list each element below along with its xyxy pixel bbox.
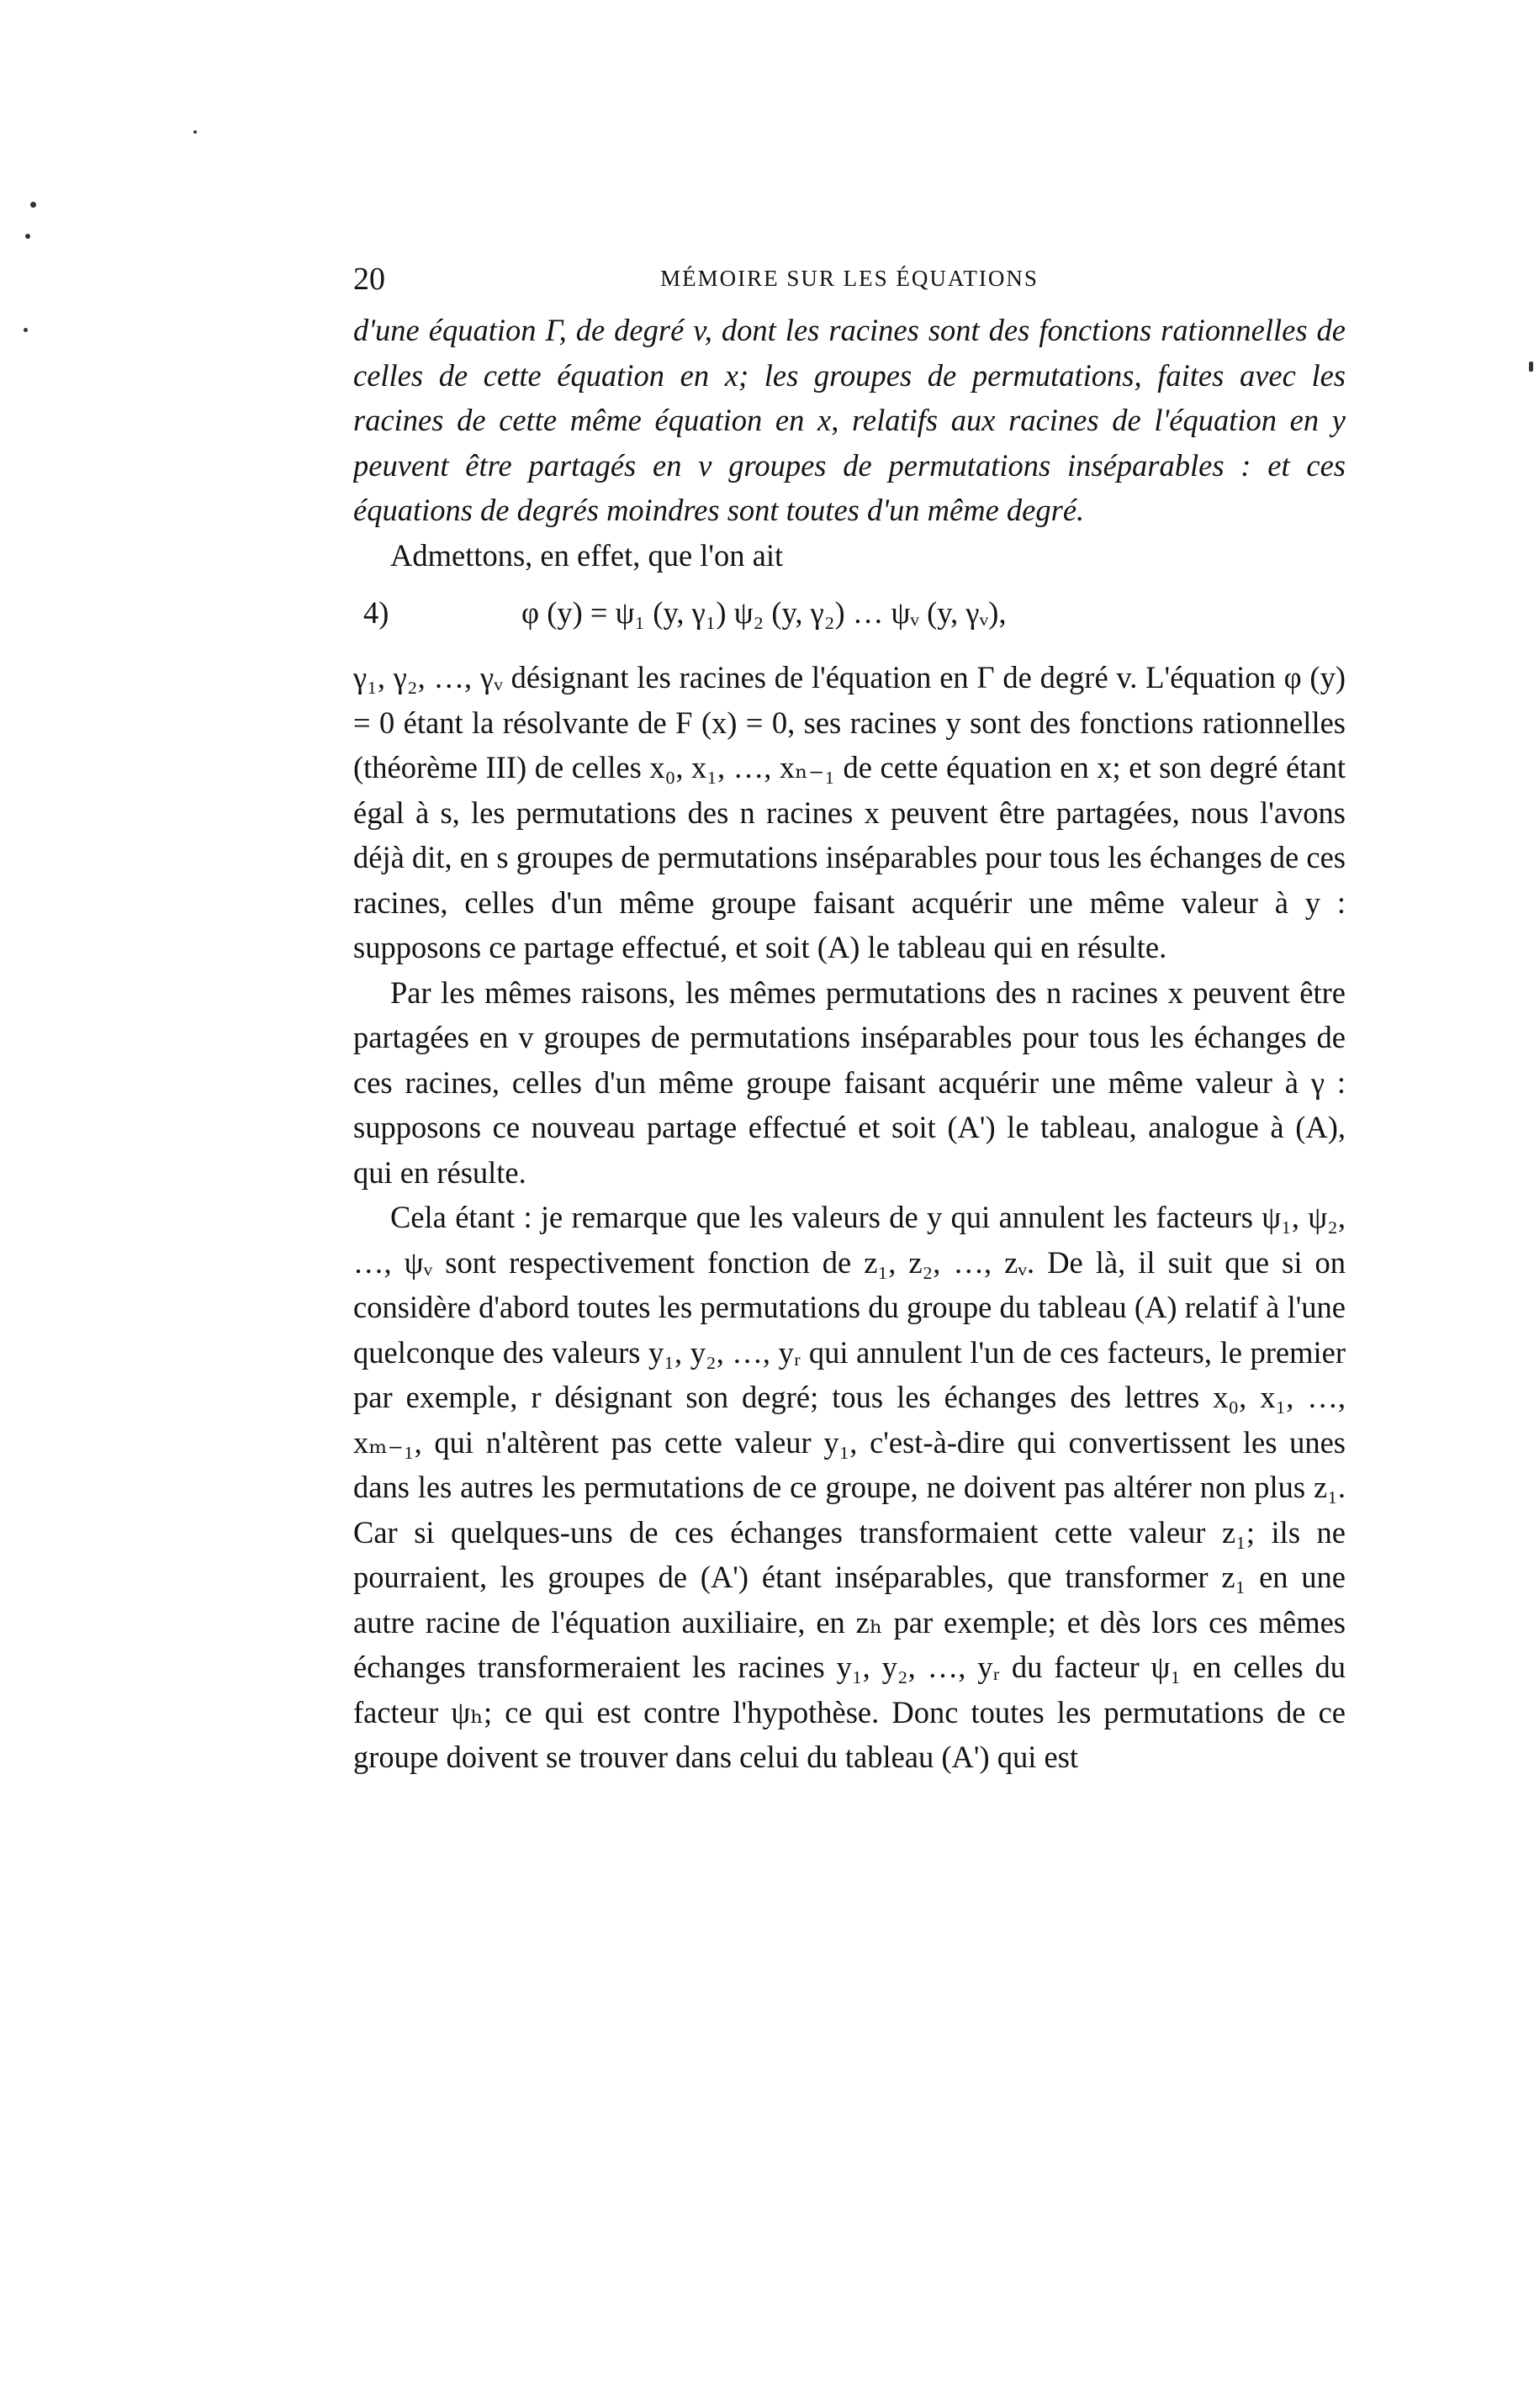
running-title: MÉMOIRE SUR LES ÉQUATIONS (660, 266, 1039, 291)
scan-speck (1529, 362, 1533, 372)
paragraph-gamma-roots: γ₁, γ₂, …, γᵥ désignant les racines de l'équation en Γ de degré v. L'équation φ (y) = 0 étant la résolvante de F (x) = 0, ses racines y sont des fonctions rationnelles (théorème III) de celles x₀, x₁, …, xₙ₋₁ de cette équation en x; et son degré étant égal à s, les permutations des n racines x peuvent être partagées, nous l'avons déjà dit, en s groupes de permutations inséparables pour tous les échanges de ces racines, celles d'un même groupe faisant acquérir une même valeur à y : supposons ce partage effectué, et soit (A) le tableau qui en résulte. (353, 660, 1346, 964)
equation-4 (353, 578, 1346, 655)
paragraph-cela-etant: Cela étant : je remarque que les valeurs de y qui annulent les facteurs ψ₁, ψ₂, …, ψᵥ sont respectivement fonction de z₁, z₂, …, zᵥ. De là, il suit que si on considère d'abord toutes les permutations du groupe du tableau (A) relatif à l'une quelconque des valeurs y₁, y₂, …, yᵣ qui annulent l'un de ces facteurs, le premier par exemple, r désignant son degré; tous les échanges des lettres x₀, x₁, …, xₘ₋₁, qui n'altèrent pas cette valeur y₁, c'est-à-dire qui convertissent les unes dans les autres les permutations de ce groupe, ne doivent pas altérer non plus z₁. Car si quelques-uns de ces échanges transformaient cette valeur z₁; ils ne pourraient, les groupes de (A') étant inséparables, que transformer z₁ en une autre racine de l'équation auxiliaire, en zₕ par exemple; et dès lors ces mêmes échanges transformeraient les racines y₁, y₂, …, yᵣ du facteur ψ₁ en celles du facteur ψₕ; ce qui est contre l'hypothèse. Donc toutes les permutations de ce groupe doivent se trouver dans celui du tableau (A') qui est (353, 1200, 1346, 1774)
scan-speck (193, 130, 197, 134)
scan-speck (25, 234, 30, 239)
scan-speck (24, 328, 28, 332)
book-page (353, 261, 1346, 2321)
equation-number: 4) (363, 595, 389, 630)
scan-speck (30, 202, 36, 208)
paragraph-memes-raisons: Par les mêmes raisons, les mêmes permutations des n racines x peuvent être partagées en v groupes de permutations inséparables pour tous les échanges de ces racines, celles d'un même groupe faisant acquérir une même valeur à γ : supposons ce nouveau partage effectué et soit (A') le tableau, analogue à (A), qui en résulte. (353, 974, 1346, 1190)
page-header (353, 261, 1346, 308)
page-number: 20 (353, 261, 385, 297)
theorem-continuation: d'une équation Γ, de degré v, dont les racines sont des fonctions rationnelles de celles de cette équation en x; les groupes de permutations, faites avec les racines de cette même équation en x, relatifs aux racines de l'équation en y peuvent être partagés en v groupes de permutations inséparables : et ces équations de degrés moindres sont toutes d'un même degré. (353, 313, 1346, 527)
paragraph-admettons: Admettons, en effet, que l'on ait (390, 537, 784, 573)
equation-body: φ (y) = ψ₁ (y, γ₁) ψ₂ (y, γ₂) … ψᵥ (y, γᵥ), (521, 595, 1007, 630)
